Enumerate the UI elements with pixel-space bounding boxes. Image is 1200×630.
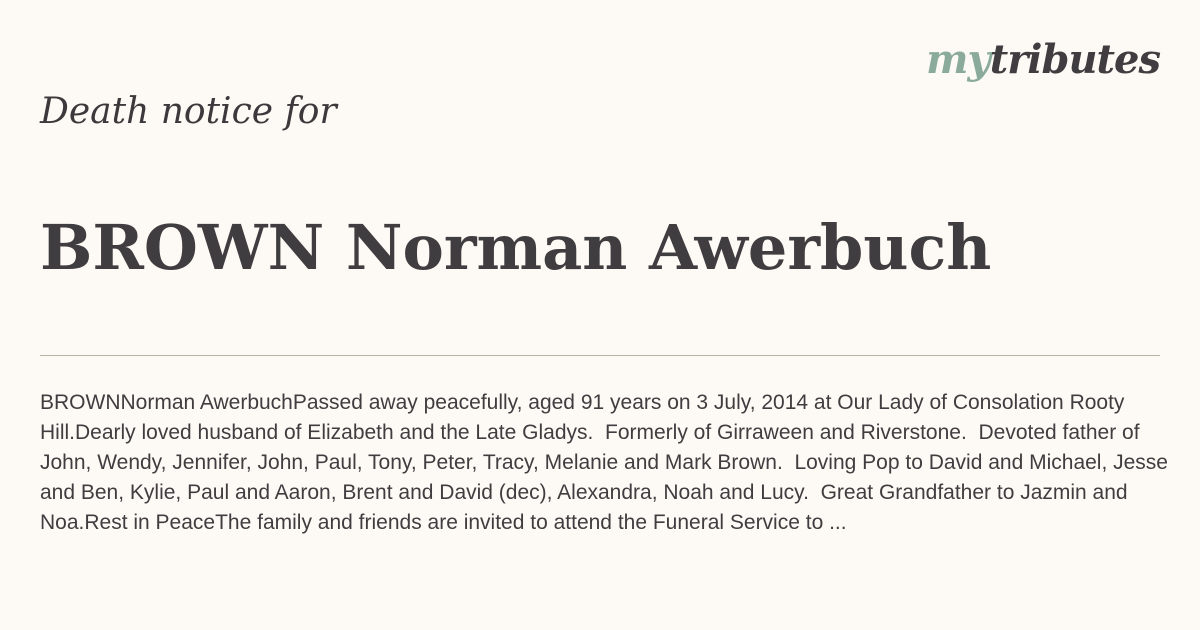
notice-text: BROWNNorman AwerbuchPassed away peacefully, aged 91 years on 3 July, 2014 at Our Lady of Consolation Rooty Hill.Dearly loved husband of Elizabeth and the Late Gladys. Formerly of Girraween and Riverstone. Devoted father of John, Wendy, Jennifer, John, Paul, Tony, Peter, Tracy, Melanie and Mark Brown. Loving Pop to David and Michael, Jesse and Ben, Kylie, Paul and Aaron, Brent and David (dec), Alexandra, Noah and Lucy. Great Grandfather to Jazmin and Noa.Rest in PeaceThe family and friends are invited to attend the Funeral Service to ... [40,391,1174,534]
mytributes-logo[interactable] [926,34,1160,86]
page-subtitle: Death notice for [40,91,337,132]
divider [40,355,1160,356]
logo-prefix: my [926,36,990,83]
deceased-name: BROWN Norman Awerbuch [40,211,992,284]
logo-suffix: tributes [989,36,1160,83]
